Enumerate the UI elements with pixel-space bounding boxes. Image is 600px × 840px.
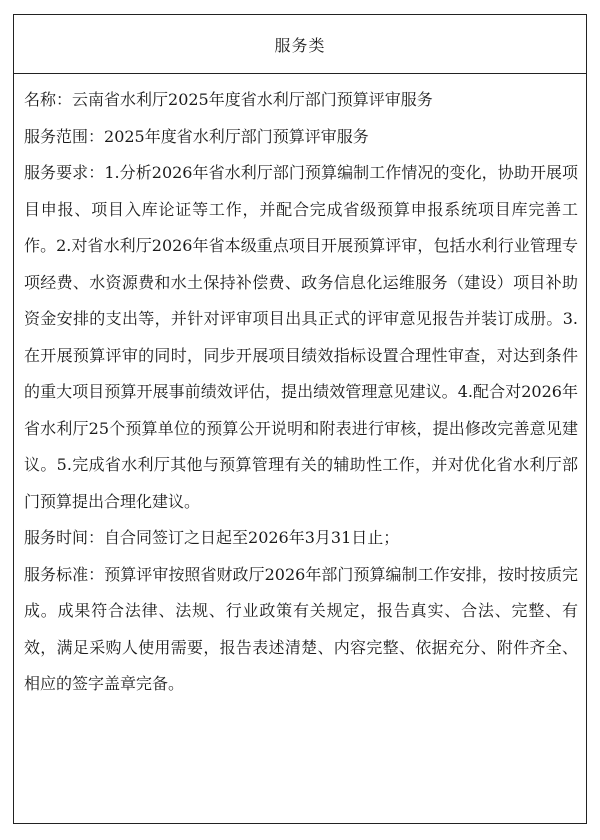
field-scope <box>24 119 578 156</box>
field-label: 服务要求： <box>24 163 105 182</box>
field-label: 服务范围： <box>24 126 105 146</box>
field-name <box>24 82 578 119</box>
field-value: 云南省水利厅2025年度省水利厅部门预算评审服务 <box>72 90 433 109</box>
field-label: 服务时间： <box>24 528 105 547</box>
table-body <box>14 74 586 703</box>
field-value: 自合同签订之日起至2026年3月31日止； <box>104 528 400 547</box>
field-requirements <box>24 155 578 520</box>
field-value: 1.分析2026年省水利厅部门预算编制工作情况的变化，协助开展项目申报、项目入库论证等工作，并配合完成省级预算申报系统项目库完善工作。2.对省水利厅2026年省本级重点项目开展预算评审，包括水利行业管理专项经费、水资源费和水土保持补偿费、政务信息化运维服务（建设）项目补助资金安排的支出等，并针对评审项目出具正式的评审意见报告并装订成册。3.在开展预算评审的同时，同步开展项目绩效指标设置合理性审查，对达到条件的重大项目预算开展事前绩效评估，提出绩效管理意见建议。4.配合对2026年省水利厅25个预算单位的预算公开说明和附表进行审核，提出修改完善意见建议。5.完成省水利厅其他与预算管理有关的辅助性工作，并对优化省水利厅部门预算提出合理化建议。 <box>24 163 578 511</box>
field-value: 2025年度省水利厅部门预算评审服务 <box>104 126 369 146</box>
table-header <box>14 15 586 74</box>
service-table <box>13 14 587 824</box>
field-label: 服务标准： <box>24 564 105 584</box>
field-value: 预算评审按照省财政厅2026年部门预算编制工作安排，按时按质完成。成果符合法律、法规、行业政策有关规定，报告真实、合法、完整、有效，满足采购人使用需要，报告表述清楚、内容完整、依据充分、附件齐全、相应的签字盖章完备。 <box>24 564 578 693</box>
table-header-title: 服务类 <box>274 35 326 55</box>
field-label: 名称： <box>24 90 73 109</box>
field-time <box>24 520 578 557</box>
field-standard <box>24 557 578 703</box>
